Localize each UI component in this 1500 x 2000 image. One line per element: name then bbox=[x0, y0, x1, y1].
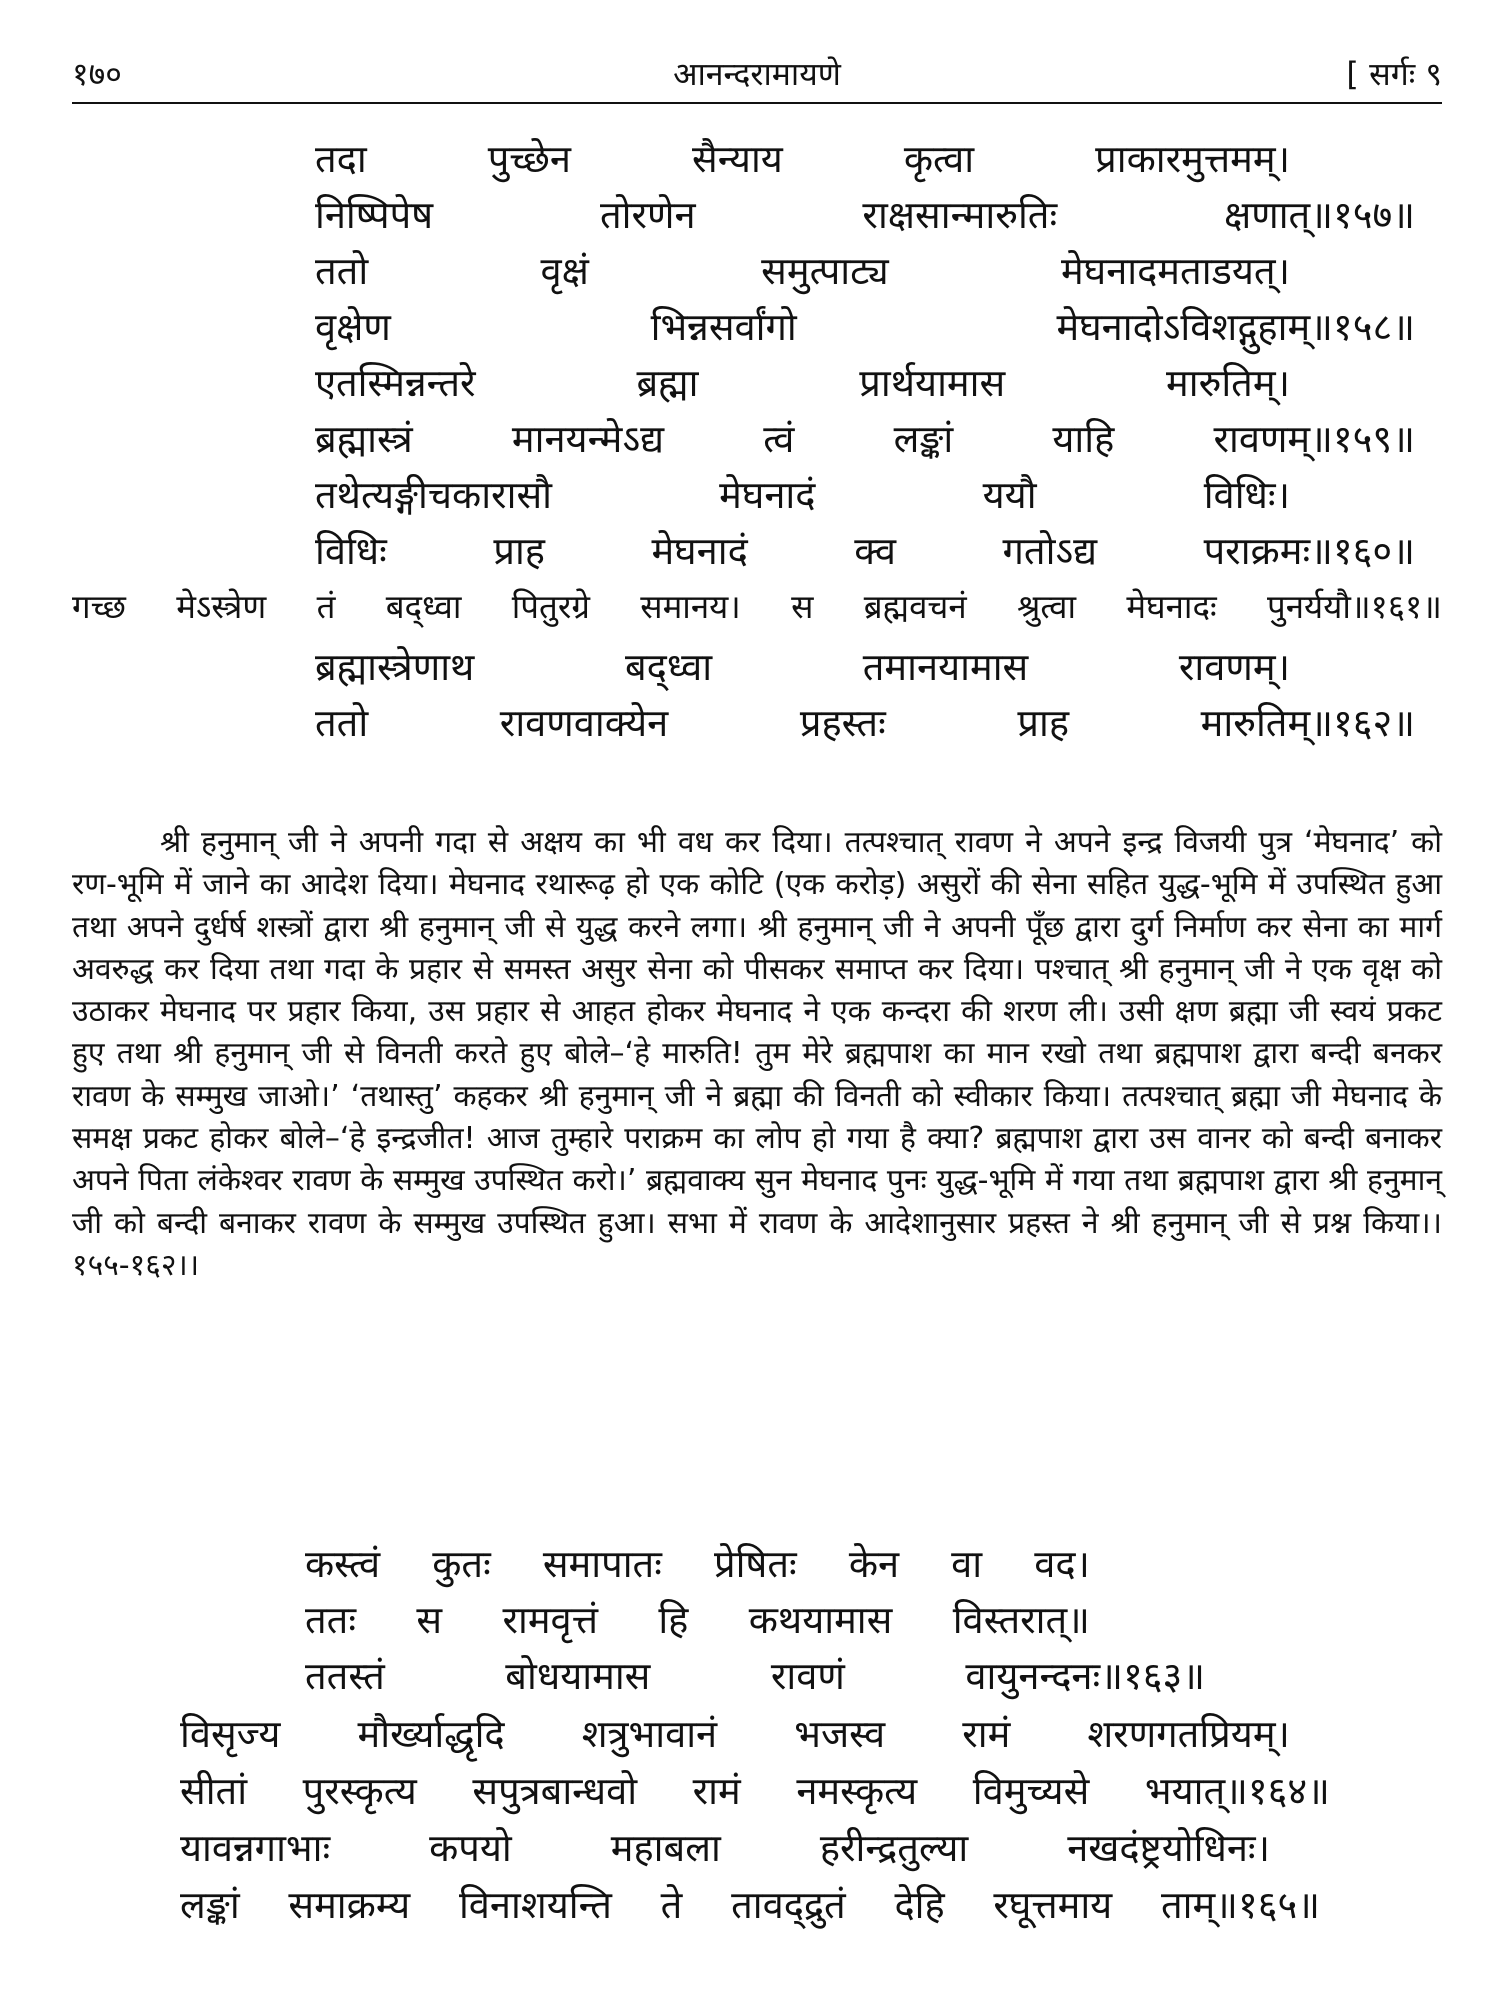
verse-line: ततो रावणवाक्येन प्रहस्तः प्राह मारुतिम्॥१६२॥ bbox=[315, 701, 1415, 745]
verse-line: यावन्नगाभाः कपयो महाबला हरीन्द्रतुल्या नखदंष्ट्रयोधिनः। bbox=[180, 1826, 1270, 1870]
header-divider bbox=[72, 102, 1442, 104]
verse-line: ब्रह्मास्त्रं मानयन्मेऽद्य त्वं लङ्कां याहि रावणम्॥१५९॥ bbox=[315, 417, 1415, 461]
page-header bbox=[72, 52, 1442, 104]
verse-line: कस्त्वं कुतः समापातः प्रेषितः केन वा वद। bbox=[305, 1542, 1090, 1586]
verse-line: सीतां पुरस्कृत्य सपुत्रबान्धवो रामं नमस्कृत्य विमुच्यसे भयात्॥१६४॥ bbox=[180, 1769, 1330, 1813]
verse-line: एतस्मिन्नन्तरे ब्रह्मा प्रार्थयामास मारुतिम्। bbox=[315, 361, 1290, 405]
verse-line: तदा पुच्छेन सैन्याय कृत्वा प्राकारमुत्तमम्। bbox=[315, 137, 1290, 181]
translation-paragraph: श्री हनुमान् जी ने अपनी गदा से अक्षय का भी वध कर दिया। तत्पश्चात् रावण ने अपने इन्द्र विजयी पुत्र ‘मेघनाद’ को रण-भूमि में जाने का आदेश दिया। मेघनाद रथारूढ़ हो एक कोटि (एक करोड़) असुरों की सेना सहित युद्ध-भूमि में उपस्थित हुआ तथा अपने दुर्धर्ष शस्त्रों द्वारा श्री हनुमान् जी से युद्ध करने लगा। श्री हनुमान् जी ने अपनी पूँछ द्वारा दुर्ग निर्माण कर सेना का मार्ग अवरुद्ध कर दिया तथा गदा के प्रहार से समस्त असुर सेना को पीसकर समाप्त कर दिया। पश्चात् श्री हनुमान् जी ने एक वृक्ष को उठाकर मेघनाद पर प्रहार किया, उस प्रहार से आहत होकर मेघनाद ने एक कन्दरा की शरण ली। उसी क्षण ब्रह्मा जी स्वयं प्रकट हुए तथा श्री हनुमान् जी से विनती करते हुए बोले–‘हे मारुति! तुम मेरे ब्रह्मपाश का मान रखो तथा ब्रह्मपाश द्वारा बन्दी बनकर रावण के सम्मुख जाओ।’ ‘तथास्तु’ कहकर श्री हनुमान् जी ने ब्रह्मा की विनती को स्वीकार किया। तत्पश्चात् ब्रह्मा जी मेघनाद के समक्ष प्रकट होकर बोले–‘हे इन्द्रजीत! आज तुम्हारे पराक्रम का लोप हो गया है क्या? ब्रह्मपाश द्वारा उस वानर को बन्दी बनाकर अपने पिता लंकेश्वर रावण के सम्मुख उपस्थित करो।’ ब्रह्मवाक्य सुन मेघनाद पुनः युद्ध-भूमि में गया तथा ब्रह्मपाश द्वारा श्री हनुमान् जी को बन्दी बनाकर रावण के सम्मुख उपस्थित हुआ। सभा में रावण के आदेशानुसार प्रहस्त ने श्री हनुमान् जी से प्रश्न किया।।१५५-१६२।। bbox=[72, 825, 1442, 1283]
verse-line: निष्पिपेष तोरणेन राक्षसान्मारुतिः क्षणात्॥१५७॥ bbox=[315, 193, 1415, 237]
verse-line: तथेत्यङ्गीचकारासौ मेघनादं ययौ विधिः। bbox=[315, 473, 1290, 517]
book-title: आनन्दरामायणे bbox=[673, 55, 841, 93]
verse-line: लङ्कां समाक्रम्य विनाशयन्ति ते तावद्द्रुतं देहि रघूत्तमाय ताम्॥१६५॥ bbox=[180, 1883, 1320, 1927]
verse-line: विसृज्य मौर्ख्याद्धृदि शत्रुभावानं भजस्व रामं शरणगतप्रियम्। bbox=[180, 1712, 1290, 1756]
verse-line: विधिः प्राह मेघनादं क्व गतोऽद्य पराक्रमः॥१६०॥ bbox=[315, 529, 1415, 573]
verse-line: ततो वृक्षं समुत्पाट्य मेघनादमताडयत्। bbox=[315, 249, 1290, 293]
page-number: १७० bbox=[72, 55, 122, 93]
section-label: [ सर्गः ९ bbox=[1346, 55, 1442, 93]
verse-line: ततस्तं बोधयामास रावणं वायुनन्दनः॥१६३॥ bbox=[305, 1654, 1205, 1698]
verse-line: ततः स रामवृत्तं हि कथयामास विस्तरात्॥ bbox=[305, 1598, 1090, 1642]
verse-line: गच्छ मेऽस्त्रेण तं बद्ध्वा पितुरग्रे समानय। स ब्रह्मवचनं श्रुत्वा मेघनादः पुनर्ययौ॥१६१॥ bbox=[72, 587, 1442, 626]
verse-line: वृक्षेण भिन्नसर्वांगो मेघनादोऽविशद्गुहाम्॥१५८॥ bbox=[315, 305, 1415, 349]
verse-line: ब्रह्मास्त्रेणाथ बद्ध्वा तमानयामास रावणम्। bbox=[315, 645, 1290, 689]
